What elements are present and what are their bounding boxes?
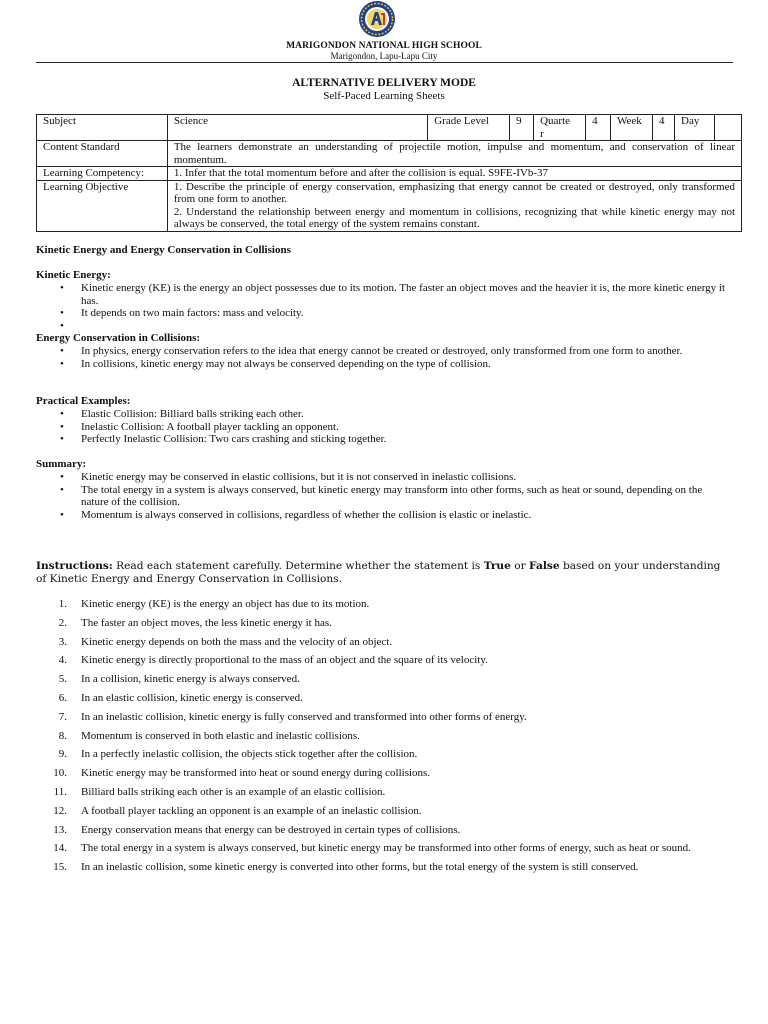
statement-text: Billiard balls striking each other is an example of an elastic collision. — [81, 785, 386, 798]
statement-number: 8. — [58, 729, 67, 742]
statement-number: 13. — [53, 823, 67, 836]
list-item: • In collisions, kinetic energy may not always be conserved depending on the type of collision. — [81, 358, 731, 371]
energy-conservation-list — [36, 345, 731, 370]
summary-heading: Summary: — [36, 458, 87, 470]
statement-item — [36, 617, 731, 630]
statement-item — [36, 636, 731, 649]
statement-text: Kinetic energy may be transformed into heat or sound energy during collisions. — [81, 767, 431, 780]
statement-number: 2. — [58, 616, 67, 629]
list-item: • Perfectly Inelastic Collision: Two cars crashing and sticking together. — [81, 433, 731, 446]
statement-text: In a collision, kinetic energy is always conserved. — [81, 673, 300, 686]
statement-text: In a perfectly inelastic collision, the objects stick together after the collision. — [81, 748, 418, 761]
statement-text: A football player tackling an opponent is an example of an inelastic collision. — [81, 804, 422, 817]
statement-number: 7. — [58, 710, 67, 723]
lesson-info-table — [36, 114, 742, 232]
learning-objective-label: Learning Objective — [37, 180, 168, 231]
learning-competency-value: 1. Infer that the total momentum before and after the collision is equal. S9FE-IVb-37 — [167, 167, 741, 181]
statement-text: The faster an object moves, the less kinetic energy it has. — [81, 616, 332, 629]
content-standard-value: The learners demonstrate an understanding of projectile motion, impulse and momentum, and conservation of linear momentum. — [167, 141, 741, 167]
quarter-label — [534, 115, 586, 141]
list-item: • Kinetic energy may be conserved in elastic collisions, but it is not conserved in inelastic collisions. — [81, 471, 731, 484]
quarter-value: 4 — [586, 115, 611, 141]
quarter-label-line-2: r — [540, 127, 544, 140]
statement-text: Kinetic energy depends on both the mass and the velocity of an object. — [81, 635, 393, 648]
true-false-statements — [36, 598, 731, 880]
list-item: • Kinetic energy (KE) is the energy an object possesses due to its motion. The faster an object moves and the heavier it is, the more kinetic energy it has. — [81, 282, 731, 307]
statement-text: Momentum is conserved in both elastic and inelastic collisions. — [81, 729, 360, 742]
list-item: • Momentum is always conserved in collisions, regardless of whether the collision is elastic or inelastic. — [81, 509, 731, 522]
statement-item — [36, 824, 731, 837]
statement-item — [36, 786, 731, 799]
statement-number: 14. — [53, 842, 67, 855]
kinetic-energy-list — [36, 282, 731, 332]
day-value — [714, 115, 741, 141]
statement-number: 4. — [58, 654, 67, 667]
statement-number: 10. — [53, 767, 67, 780]
instructions-text-2: based on your understanding of Kinetic Energy and Energy Conservation in Collisions. — [36, 560, 721, 585]
statement-item — [36, 654, 731, 667]
mode-subtitle: Self-Paced Learning Sheets — [323, 90, 445, 102]
list-item: • The total energy in a system is always conserved, but kinetic energy may transform into other forms, such as heat or sound, depending on the nature of the collision. — [81, 484, 731, 509]
kinetic-energy-heading: Kinetic Energy: — [36, 269, 111, 281]
false-word: False — [529, 560, 560, 572]
lesson-title: Kinetic Energy and Energy Conservation in Collisions — [36, 244, 291, 256]
statement-text: In an inelastic collision, some kinetic energy is converted into other forms, but the total energy of the system is still conserved. — [81, 861, 639, 874]
day-label: Day — [675, 115, 715, 141]
header-divider — [36, 62, 733, 63]
school-address: Marigondon, Lapu-Lapu City — [330, 51, 438, 61]
week-value: 4 — [653, 115, 675, 141]
statement-text: Kinetic energy (KE) is the energy an object has due to its motion. — [81, 598, 370, 610]
school-seal-logo — [357, 0, 397, 38]
practical-examples-list — [36, 408, 731, 446]
statement-item — [36, 711, 731, 724]
objective-1: 1. Describe the principle of energy conservation, emphasizing that energy cannot be created or destroyed, only transformed from one form to another. — [173, 180, 735, 205]
content-standard-label: Content Standard — [37, 141, 168, 167]
statement-number: 1. — [58, 598, 67, 610]
statement-text: In an inelastic collision, kinetic energy is fully conserved and transformed into other forms of energy. — [81, 710, 527, 723]
statement-item — [36, 598, 731, 611]
mode-title: ALTERNATIVE DELIVERY MODE — [292, 77, 476, 89]
list-item — [81, 320, 731, 333]
statement-number: 12. — [53, 804, 67, 817]
statement-item — [36, 805, 731, 818]
statement-item — [36, 861, 731, 874]
quarter-label-line-1: Quarte — [540, 115, 571, 127]
subject-label: Subject — [37, 115, 168, 141]
statement-item — [36, 842, 731, 855]
week-label: Week — [611, 115, 653, 141]
instructions-paragraph — [36, 560, 726, 585]
instructions-or: or — [510, 560, 530, 572]
list-item: • Inelastic Collision: A football player tackling an opponent. — [81, 421, 731, 434]
school-name: MARIGONDON NATIONAL HIGH SCHOOL — [286, 41, 482, 51]
instructions-text-1: Read each statement carefully. Determine whether the statement is — [112, 560, 484, 572]
statement-number: 9. — [58, 748, 67, 761]
statement-number: 5. — [58, 673, 67, 686]
list-item: • Elastic Collision: Billiard balls striking each other. — [81, 408, 731, 421]
practical-examples-heading: Practical Examples: — [36, 395, 131, 407]
statement-item — [36, 748, 731, 761]
true-word: True — [483, 560, 511, 572]
statement-text: The total energy in a system is always conserved, but kinetic energy may be transformed into other forms of energy, such as heat or sound. — [81, 842, 691, 855]
statement-number: 6. — [58, 691, 67, 704]
statement-text: Energy conservation means that energy can be destroyed in certain types of collisions. — [81, 823, 461, 836]
grade-label: Grade Level — [428, 115, 510, 141]
statement-number: 11. — [53, 785, 67, 798]
statement-item — [36, 692, 731, 705]
objective-2: 2. Understand the relationship between energy and momentum in collisions, recognizing that while kinetic energy may not always be conserved, the total energy of the system remains constant. — [173, 205, 735, 230]
statement-item — [36, 730, 731, 743]
energy-conservation-heading: Energy Conservation in Collisions: — [36, 332, 201, 344]
statement-text: Kinetic energy is directly proportional to the mass of an object and the square of its velocity. — [81, 654, 488, 667]
learning-objective-value — [167, 180, 741, 231]
instructions-label: Instructions: — [36, 560, 113, 572]
grade-value: 9 — [510, 115, 534, 141]
statement-number: 3. — [58, 635, 67, 648]
list-item: • It depends on two main factors: mass and velocity. — [81, 307, 731, 320]
statement-number: 15. — [53, 861, 67, 874]
statement-item — [36, 767, 731, 780]
list-item: • In physics, energy conservation refers to the idea that energy cannot be created or destroyed, only transformed from one form to another. — [81, 345, 731, 358]
summary-list — [36, 471, 731, 521]
subject-value: Science — [167, 115, 427, 141]
statement-item — [36, 673, 731, 686]
learning-competency-label: Learning Competency: — [37, 167, 168, 181]
statement-text: In an elastic collision, kinetic energy is conserved. — [81, 691, 303, 704]
